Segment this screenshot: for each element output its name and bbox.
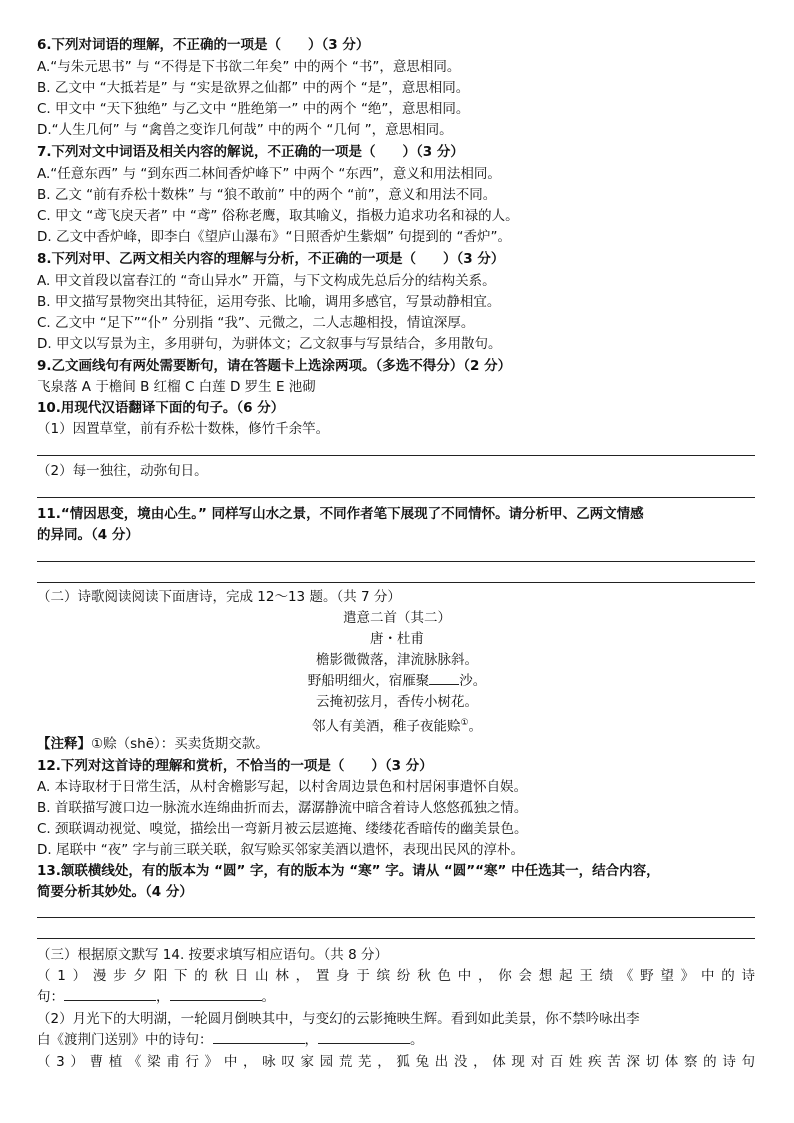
q11-stem-line1: 11.“情因思变，境由心生。” 同样写山水之景，不同作者笔下展现了不同情怀。请分析甲、乙两文情感 <box>37 506 644 522</box>
poem-line-1: 檐影微微落，津流脉脉斜。 <box>316 652 478 668</box>
q6-stem: 6.下列对词语的理解，不正确的一项是（ ）（3 分） <box>37 37 370 53</box>
answer-line[interactable] <box>37 455 755 456</box>
poem-author: 唐・杜甫 <box>370 631 424 647</box>
item-2-line2 <box>37 1031 424 1050</box>
poem-line-2 <box>0 672 794 691</box>
note-number: ① <box>91 736 104 752</box>
poem-line-4-end: 。 <box>468 718 483 735</box>
q6-option-d: D.“人生几何” 与 “禽兽之变诈几何哉” 中的两个 “几何 ”，意思相同。 <box>37 122 453 138</box>
q12-option-d: D. 尾联中 “夜” 字与前三联关联，叙写赊买邻家美酒以遣怀，表现出民风的淳朴。 <box>37 842 525 858</box>
poem-blank[interactable] <box>429 672 459 685</box>
note-label: 【注释】 <box>37 736 91 752</box>
q7-option-c: C. 甲文 “鸢飞戾天者” 中 “鸢” 俗称老鹰，取其喻义，指极力追求功名和禄的人。 <box>37 208 519 224</box>
q12-stem: 12.下列对这首诗的理解和赏析，不恰当的一项是（ ）（3 分） <box>37 758 433 774</box>
item-1-prefix: 句： <box>37 989 64 1005</box>
q13-stem-line2: 简要分析其妙处。（4 分） <box>37 884 193 900</box>
item-1-sep: ， <box>156 989 170 1005</box>
q8-option-b: B. 甲文描写景物突出其特征，运用夸张、比喻，调用多感官，写景动静相宜。 <box>37 294 501 310</box>
q9-stem: 9.乙文画线句有两处需要断句，请在答题卡上选涂两项。（多选不得分）（2 分） <box>37 358 512 374</box>
q6-option-a: A.“与朱元思书” 与 “不得是下书欲二年矣” 中的两个 “书”，意思相同。 <box>37 59 461 75</box>
q10-sentence-2: （2）每一独往，动弥旬日。 <box>37 463 208 479</box>
q12-option-a: A. 本诗取材于日常生活，从村舍檐影写起，以村舍周边景色和村居闲事遣怀自娱。 <box>37 779 528 795</box>
poem-line-4-text: 邻人有美酒，稚子夜能赊 <box>311 718 461 735</box>
q11-stem-line2: 的异同。（4 分） <box>37 527 139 543</box>
answer-line[interactable] <box>37 582 755 583</box>
item-2-prefix: 白《渡荆门送别》中的诗句： <box>37 1032 213 1048</box>
section-2-heading: （二）诗歌阅读阅读下面唐诗，完成 12～13 题。（共 7 分） <box>37 589 401 605</box>
footnote-marker: ① <box>460 718 469 728</box>
q7-option-d: D. 乙文中香炉峰，即李白《望庐山瀑布》“日照香炉生紫烟” 句提到的 “香炉”。 <box>37 229 512 245</box>
q8-option-a: A. 甲文首段以富春江的 “奇山异水” 开篇，与下文构成先总后分的结构关系。 <box>37 273 496 289</box>
item-1-line2 <box>37 988 275 1007</box>
q7-stem: 7.下列对文中词语及相关内容的解说，不正确的一项是（ ）（3 分） <box>37 144 464 160</box>
poem-line-4 <box>0 714 794 737</box>
fill-blank[interactable] <box>170 988 262 1001</box>
fill-blank[interactable] <box>213 1031 305 1044</box>
q13-stem-line1: 13.颔联横线处，有的版本为 “圆” 字，有的版本为 “寒” 字。请从 “圆”“寒” 中任选其一，结合内容， <box>37 863 660 879</box>
section-3-heading: （三）根据原文默写 14. 按要求填写相应语句。（共 8 分） <box>37 947 388 963</box>
q10-sentence-1: （1）因置草堂，前有乔松十数株，修竹千余竿。 <box>37 421 330 437</box>
item-2-line1: （2）月光下的大明湖，一轮圆月倒映其中，与变幻的云影掩映生辉。看到如此美景，你不禁吟咏出李 <box>37 1011 640 1027</box>
poem-line-2-tail: 沙。 <box>459 673 487 689</box>
q7-option-b: B. 乙文 “前有乔松十数株” 与 “狼不敢前” 中的两个 “前”，意义和用法不同。 <box>37 187 497 203</box>
q8-option-d: D. 甲文以写景为主，多用骈句，为骈体文；乙文叙事与写景结合，多用散句。 <box>37 336 502 352</box>
poem-line-3: 云掩初弦月，香传小树花。 <box>316 694 478 710</box>
answer-line[interactable] <box>37 917 755 918</box>
fill-blank[interactable] <box>318 1031 410 1044</box>
item-3-line1: （3）曹植《梁甫行》中，咏叹家园荒芜，狐兔出没，体现对百姓疾苦深切体察的诗句 <box>37 1054 755 1070</box>
answer-line[interactable] <box>37 561 755 562</box>
q9-segment-line: 飞泉落 A 于檐间 B 红榴 C 白莲 D 罗生 E 池砌 <box>37 379 316 395</box>
item-2-sep: ， <box>304 1032 318 1048</box>
item-2-end: 。 <box>410 1032 424 1048</box>
item-1-line1: （1）漫步夕阳下的秋日山林，置身于缤纷秋色中，你会想起王绩《野望》中的诗 <box>37 968 755 984</box>
fill-blank[interactable] <box>64 988 156 1001</box>
note-text: 赊（shē）：买卖货期交款。 <box>103 736 269 752</box>
q10-stem: 10.用现代汉语翻译下面的句子。（6 分） <box>37 400 285 416</box>
q8-option-c: C. 乙文中 “足下”“仆” 分别指 “我”、元微之，二人志趣相投，情谊深厚。 <box>37 315 475 331</box>
poem-note <box>37 735 269 754</box>
q7-option-a: A.“任意东西” 与 “到东西二林间香炉峰下” 中两个 “东西”，意义和用法相同。 <box>37 166 501 182</box>
q6-option-c: C. 甲文中 “天下独绝” 与乙文中 “胜绝第一” 中的两个 “绝”，意思相同。 <box>37 101 470 117</box>
q12-option-c: C. 颈联调动视觉、嗅觉，描绘出一弯新月被云层遮掩、缕缕花香暗传的幽美景色。 <box>37 821 528 837</box>
q12-option-b: B. 首联描写渡口边一脉流水连绵曲折而去，潺潺静流中暗含着诗人悠悠孤独之情。 <box>37 800 528 816</box>
poem-title: 遣意二首（其二） <box>343 610 451 626</box>
q8-stem: 8.下列对甲、乙两文相关内容的理解与分析，不正确的一项是（ ）（3 分） <box>37 251 505 267</box>
poem-line-2-head: 野船明细火，宿雁聚 <box>307 673 430 689</box>
answer-line[interactable] <box>37 497 755 498</box>
q6-option-b: B. 乙文中 “大抵若是” 与 “实是欲界之仙都” 中的两个 “是”，意思相同。 <box>37 80 470 96</box>
item-1-end: 。 <box>261 989 275 1005</box>
answer-line[interactable] <box>37 938 755 939</box>
